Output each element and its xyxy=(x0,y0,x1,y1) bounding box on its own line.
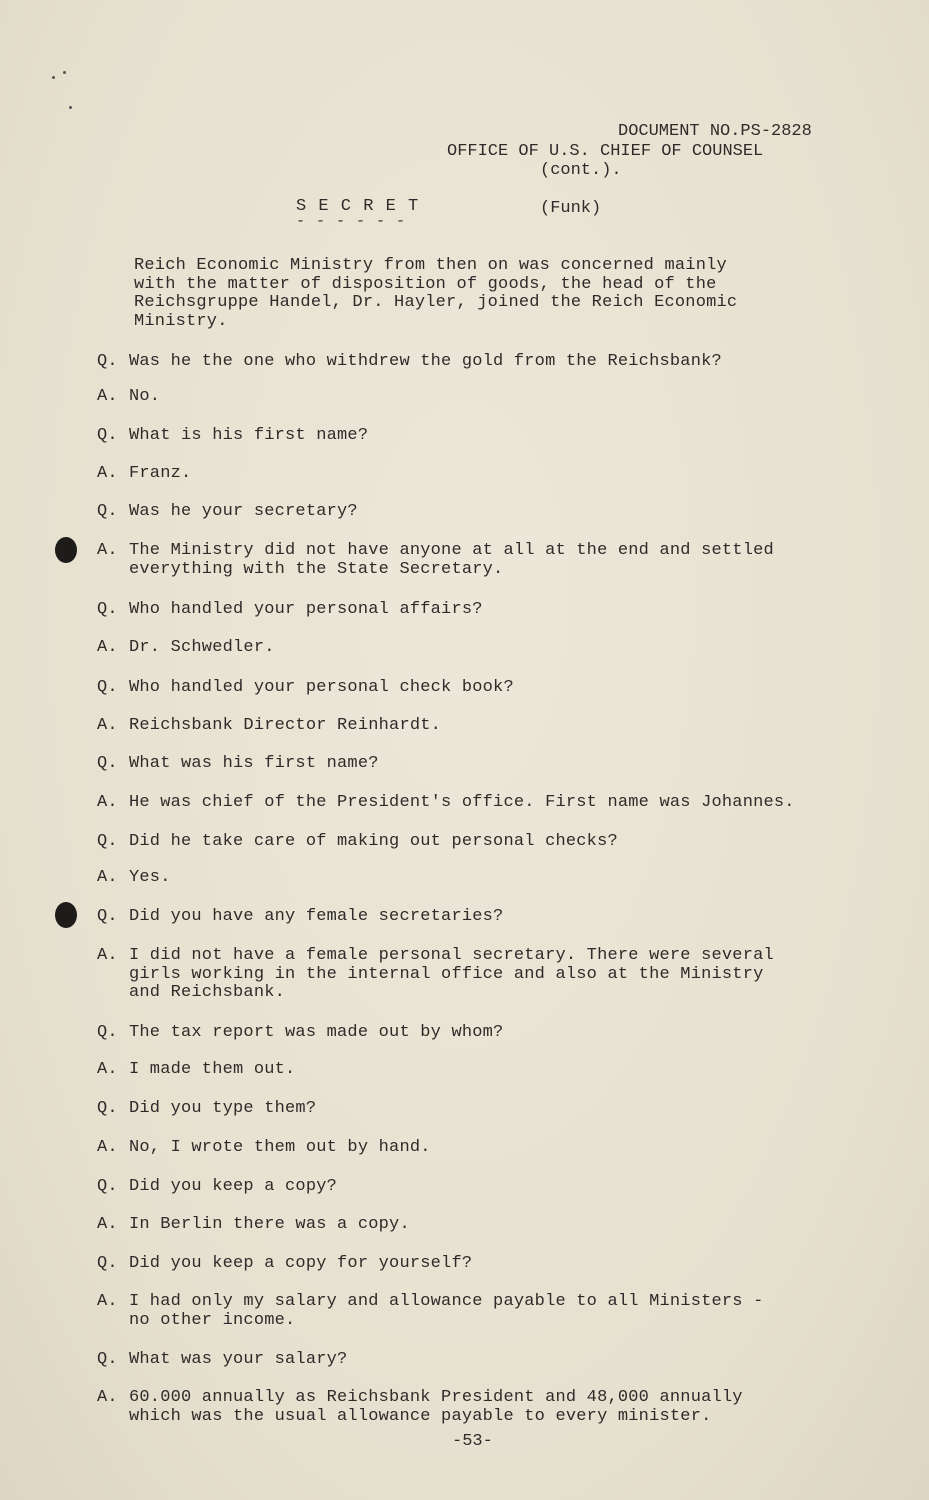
question-text: The tax report was made out by whom? xyxy=(129,1023,504,1042)
question-label: Q. xyxy=(97,426,118,445)
answer-label: A. xyxy=(97,946,118,965)
answer-label: A. xyxy=(97,541,118,560)
question-text: What is his first name? xyxy=(129,426,369,445)
answer-text: No, I wrote them out by hand. xyxy=(129,1138,431,1157)
continued-note: (cont.). xyxy=(540,161,622,180)
answer-text: No. xyxy=(129,387,161,406)
answer-text: I made them out. xyxy=(129,1060,296,1079)
punch-hole xyxy=(55,537,77,563)
answer-label: A. xyxy=(97,1060,118,1079)
document-number: DOCUMENT NO.PS-2828 xyxy=(618,122,812,141)
question-text: Was he your secretary? xyxy=(129,502,358,521)
answer-text: I had only my salary and allowance payable to all Ministers - xyxy=(129,1292,764,1311)
answer-label: A. xyxy=(97,716,118,735)
intro-line: Reichsgruppe Handel, Dr. Hayler, joined the Reich Economic xyxy=(134,293,738,312)
intro-line: Reich Economic Ministry from then on was concerned mainly xyxy=(134,256,727,275)
question-label: Q. xyxy=(97,832,118,851)
question-text: Did you type them? xyxy=(129,1099,317,1118)
answer-label: A. xyxy=(97,1292,118,1311)
question-label: Q. xyxy=(97,1254,118,1273)
answer-label: A. xyxy=(97,868,118,887)
office-title: OFFICE OF U.S. CHIEF OF COUNSEL xyxy=(447,142,764,161)
question-text: What was your salary? xyxy=(129,1350,348,1369)
page-number: -53- xyxy=(452,1432,493,1451)
answer-label: A. xyxy=(97,1388,118,1407)
interviewee-name: (Funk) xyxy=(540,199,602,218)
question-label: Q. xyxy=(97,1177,118,1196)
answer-label: A. xyxy=(97,387,118,406)
answer-label: A. xyxy=(97,793,118,812)
question-text: Who handled your personal check book? xyxy=(129,678,514,697)
answer-text: I did not have a female personal secretary. There were several xyxy=(129,946,774,965)
scan-speck xyxy=(63,71,66,74)
answer-label: A. xyxy=(97,1138,118,1157)
answer-text: Dr. Schwedler. xyxy=(129,638,275,657)
answer-text: girls working in the internal office and also at the Ministry xyxy=(129,964,764,984)
answer-text: and Reichsbank. xyxy=(129,983,286,1002)
answer-label: A. xyxy=(97,1215,118,1234)
answer-text: The Ministry did not have anyone at all at the end and settled xyxy=(129,541,774,560)
question-text: Did you keep a copy? xyxy=(129,1177,338,1196)
classification-stamp: S E C R E T xyxy=(296,197,420,216)
question-text: Did you have any female secretaries? xyxy=(129,907,504,926)
classification-underline: - - - - - - xyxy=(296,213,407,230)
answer-text: Franz. xyxy=(129,464,192,483)
question-label: Q. xyxy=(97,502,118,521)
answer-text: 60.000 annually as Reichsbank President and 48,000 annually xyxy=(129,1388,743,1407)
question-label: Q. xyxy=(97,1350,118,1369)
answer-text: He was chief of the President's office. First name was Johannes. xyxy=(129,793,795,812)
scan-speck xyxy=(69,106,72,109)
intro-line: Ministry. xyxy=(134,311,228,331)
question-text: What was his first name? xyxy=(129,754,379,773)
question-label: Q. xyxy=(97,1099,118,1118)
question-label: Q. xyxy=(97,907,118,926)
question-label: Q. xyxy=(97,678,118,697)
question-label: Q. xyxy=(97,600,118,619)
answer-text: everything with the State Secretary. xyxy=(129,559,504,579)
question-label: Q. xyxy=(97,1023,118,1042)
answer-label: A. xyxy=(97,638,118,657)
question-text: Was he the one who withdrew the gold from the Reichsbank? xyxy=(129,352,722,371)
punch-hole xyxy=(55,902,77,928)
answer-text: no other income. xyxy=(129,1310,296,1330)
scan-speck xyxy=(52,76,55,79)
answer-text: which was the usual allowance payable to every minister. xyxy=(129,1406,712,1426)
intro-line: with the matter of disposition of goods, the head of the xyxy=(134,274,717,294)
answer-text: In Berlin there was a copy. xyxy=(129,1215,410,1234)
answer-text: Reichsbank Director Reinhardt. xyxy=(129,716,442,735)
question-label: Q. xyxy=(97,352,118,371)
answer-text: Yes. xyxy=(129,868,171,887)
question-text: Did he take care of making out personal checks? xyxy=(129,832,618,851)
answer-label: A. xyxy=(97,464,118,483)
question-text: Did you keep a copy for yourself? xyxy=(129,1254,473,1273)
question-label: Q. xyxy=(97,754,118,773)
question-text: Who handled your personal affairs? xyxy=(129,600,483,619)
